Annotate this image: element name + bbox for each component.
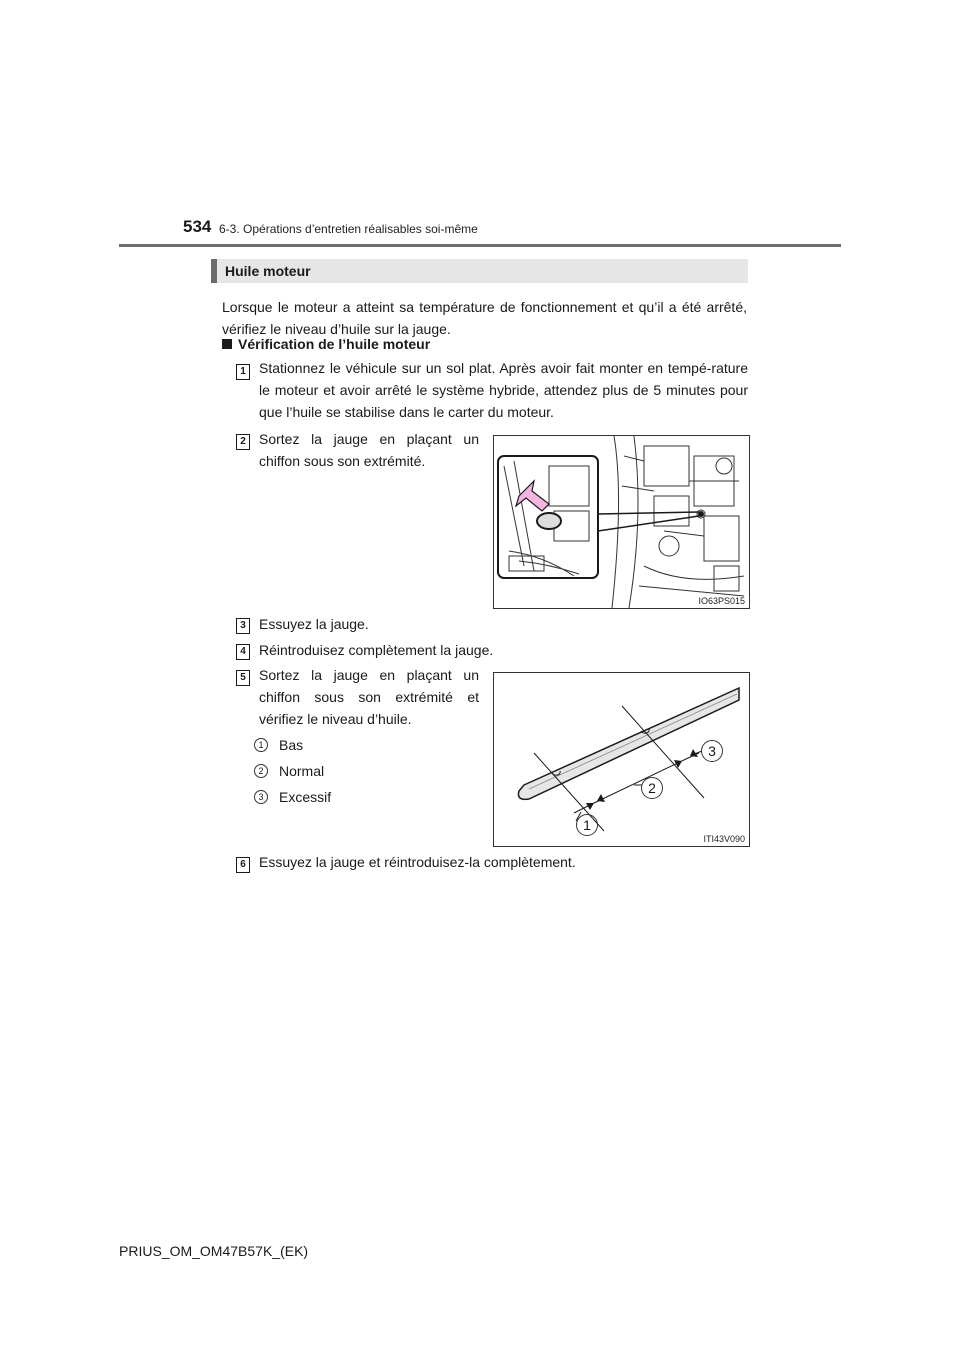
step-text-1: Stationnez le véhicule sur un sol plat. Après avoir fait monter en tempé-rature le moteur et avoir arrêté le système hybride, attendez plus de 5 minutes pour que l’huile se stabilise dans le carter du moteur.	[259, 360, 748, 420]
square-bullet-icon	[222, 339, 232, 349]
figure-code: ITI43V090	[703, 834, 745, 844]
legend-label-3: Excessif	[279, 789, 332, 805]
page-number: 534	[183, 217, 212, 236]
legend-number-1: 1	[254, 738, 268, 752]
section-heading-bar	[211, 259, 748, 283]
intro-paragraph: Lorsque le moteur a atteint sa température de fonctionnement et qu’il a été arrêté, vérifiez le niveau d’huile sur la jauge.	[222, 299, 747, 337]
legend-label-1: Bas	[279, 737, 304, 753]
step-number-5: 5	[236, 670, 250, 686]
engine-dipstick-figure	[493, 435, 750, 609]
step-number-3: 3	[236, 618, 250, 634]
section-title: 6-3. Opérations d’entretien réalisables soi-même	[219, 222, 478, 236]
section-heading-accent	[211, 259, 217, 283]
step-number-4: 4	[236, 644, 250, 660]
step-text-5: Sortez la jauge en plaçant un chiffon sous son extrémité et vérifiez le niveau d’huile.	[259, 667, 479, 727]
legend-number-3: 3	[254, 790, 268, 804]
engine-illustration	[494, 436, 749, 608]
step-text-2: Sortez la jauge en plaçant un chiffon sous son extrémité.	[259, 431, 479, 469]
header-rule	[119, 244, 841, 247]
step-text-3: Essuyez la jauge.	[259, 616, 369, 632]
step-number-2: 2	[236, 434, 250, 450]
section-heading: Huile moteur	[225, 263, 311, 279]
step-text-4: Réintroduisez complètement la jauge.	[259, 642, 494, 658]
figure-code: IO63PS015	[698, 596, 745, 606]
subheading	[222, 336, 430, 352]
subheading-text: Vérification de l’huile moteur	[238, 336, 431, 352]
legend-label-2: Normal	[279, 763, 325, 779]
dipstick-level-figure	[493, 672, 750, 847]
step-number-6: 6	[236, 857, 250, 873]
footer-doc-id: PRIUS_OM_OM47B57K_(EK)	[119, 1243, 309, 1259]
callout-2: 2	[641, 777, 663, 799]
callout-3: 3	[701, 740, 723, 762]
step-text-6: Essuyez la jauge et réintroduisez-la complètement.	[259, 854, 576, 870]
callout-1: 1	[576, 814, 598, 836]
legend-number-2: 2	[254, 764, 268, 778]
step-number-1: 1	[236, 364, 250, 380]
